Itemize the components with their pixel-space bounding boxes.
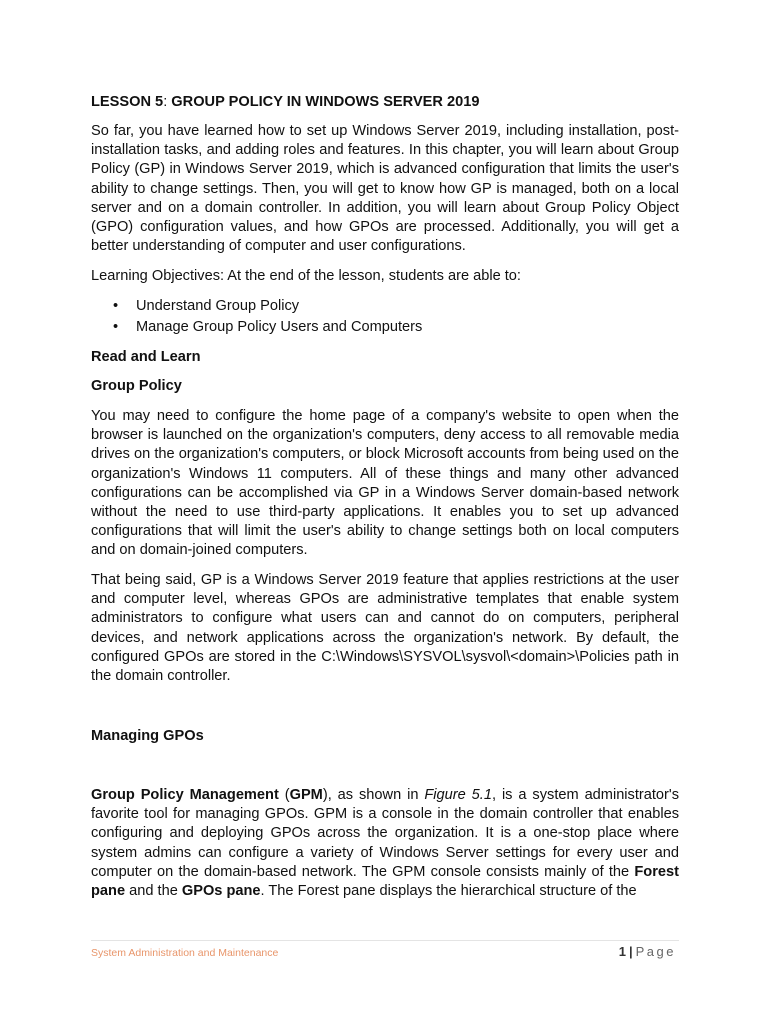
text-run: , is a system administrator's favorite tool for managing GPOs. GPM is a console in the domain controller that enables configuring and deploying GPOs across the organization. It is a one-stop place where system admins can configure a variety of Windows Server settings for every user and computer on the domain-based network. The GPM console consists mainly of the (91, 787, 679, 880)
objectives-lead: Learning Objectives: At the end of the lesson, students are able to: (91, 268, 521, 284)
list-item (91, 318, 679, 339)
bullet-icon: • (113, 319, 119, 335)
text-run: ), as shown in (322, 787, 425, 803)
read-and-learn-heading: Read and Learn (91, 349, 201, 365)
footer-course-name: System Administration and Maintenance (91, 947, 279, 959)
group-policy-paragraph-1: You may need to configure the home page of a company's website to open when the browser is launched on the organization's computers, deny access to all removable media drives on the organization's computers, or block Microsoft accounts from being used on the organization's Windows 11 computers. All of these things and many other advanced configurations can be accomplished via GP in a Windows Server domain-based network without the need to use third-party applications. It enables you to set up advanced configurations that will limit the user's ability to change settings both on local computers and on domain-joined computers. (91, 408, 679, 559)
lesson-title-rest: GROUP POLICY IN WINDOWS SERVER 2019 (167, 94, 480, 110)
figure-reference: Figure 5.1 (424, 787, 492, 803)
gpos-pane-term: GPOs pane (181, 883, 261, 900)
bullet-icon: • (113, 298, 119, 314)
text-run: and the (125, 883, 182, 900)
lesson-title-prefix: LESSON 5 (91, 94, 164, 110)
page-label: Page (635, 944, 676, 959)
text-run: . The Forest pane displays the hierarchical structure of the (260, 883, 637, 900)
gpm-abbr: GPM (289, 787, 323, 803)
objective-text: Understand Group Policy (136, 298, 300, 314)
list-item (91, 297, 679, 318)
group-policy-paragraph-2: That being said, GP is a Windows Server 2019 feature that applies restrictions at the user and computer level, whereas GPOs are administrative templates that enable system administrators to configure what users can and cannot do on computers, peripheral devices, and network applications across the organization's network. By default, the configured GPOs are stored in the C:\Windows\SYSVOL\sysvol\<domain>\Policies path in the domain controller. (91, 572, 679, 685)
forest-pane-term: Forest pane (91, 863, 679, 900)
lesson-title (91, 93, 679, 112)
text-run: ( (278, 787, 290, 803)
gpm-term: Group Policy Management (91, 787, 279, 803)
objective-text: Manage Group Policy Users and Computers (136, 319, 423, 335)
objectives-list (91, 297, 679, 339)
footer-page-indicator (619, 944, 676, 959)
lesson-title-separator: : (163, 94, 168, 110)
footer-divider (91, 940, 679, 941)
gpm-paragraph (91, 786, 679, 901)
intro-paragraph: So far, you have learned how to set up Windows Server 2019, including installation, post-installation tasks, and adding roles and features. In this chapter, you will learn about Group Policy (GP) in Windows Server 2019, which is advanced configuration that limits the user's ability to change settings. Then, you will get to know how GP is managed, both on a local server and on a domain controller. In addition, you will learn about Group Policy Object (GPO) configuration values, and how GPOs are processed. Additionally, you will get a better understanding of computer and user configurations. (91, 123, 679, 255)
managing-gpos-heading: Managing GPOs (91, 728, 204, 744)
page-number: 1 (618, 944, 626, 959)
page-separator: | (628, 944, 633, 959)
group-policy-heading: Group Policy (91, 378, 182, 394)
